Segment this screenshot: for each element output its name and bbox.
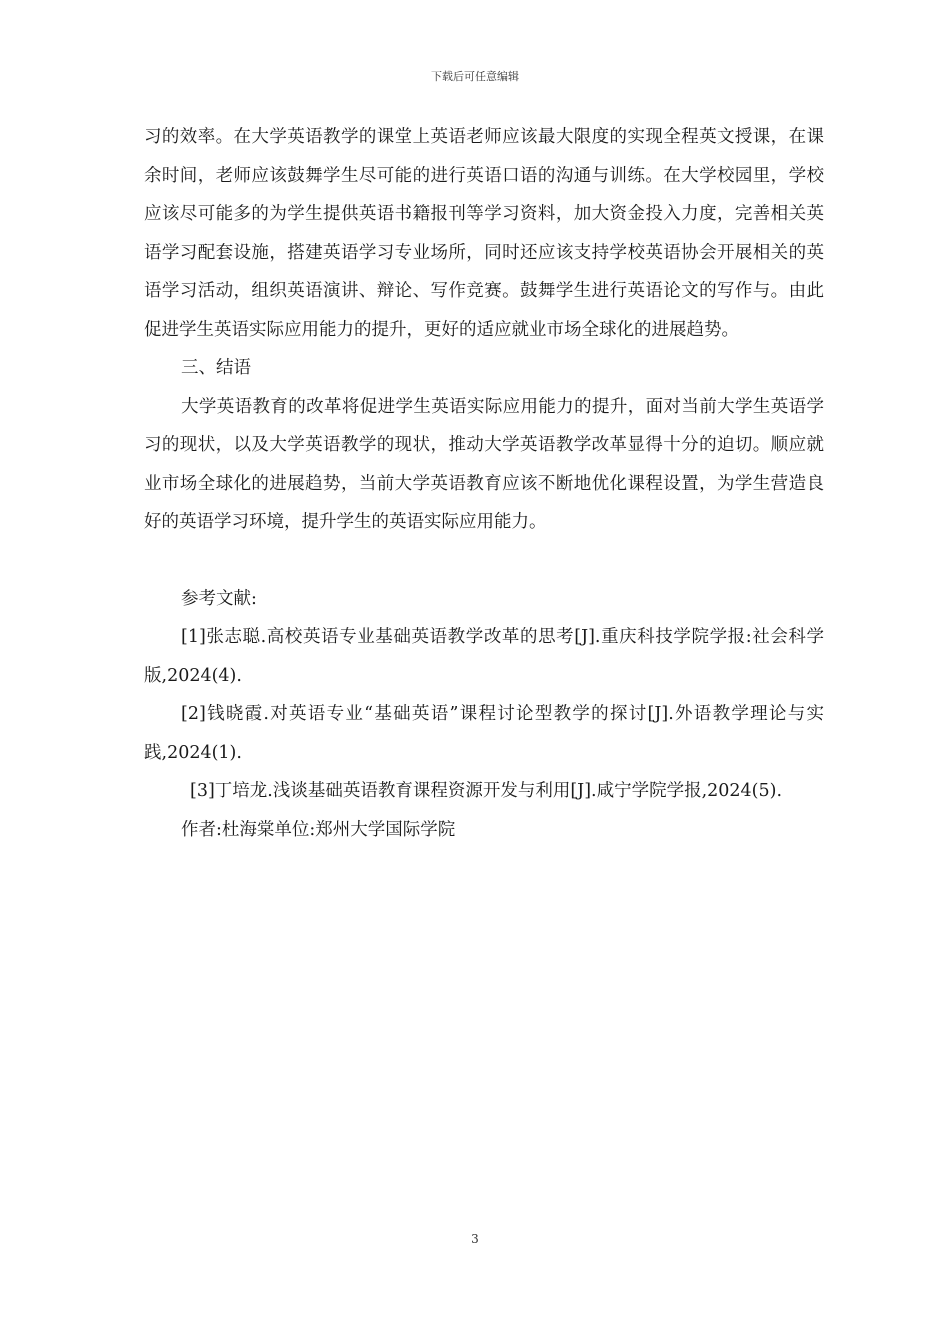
reference-item-1: [1]张志聪.高校英语专业基础英语教学改革的思考[J].重庆科技学院学报:社会科学版,2024(4). [144, 627, 824, 686]
document-body [144, 118, 824, 849]
page-number: 3 [471, 1232, 479, 1246]
spacer [144, 542, 824, 580]
references-title: 参考文献: [181, 588, 257, 609]
reference-item-2: [2]钱晓霞.对英语专业“基础英语”课程讨论型教学的探讨[J].外语教学理论与实践,2024(1). [144, 704, 824, 763]
page-header: 下载后可任意编辑 [431, 70, 519, 83]
body-paragraph-1: 习的效率。在大学英语教学的课堂上英语老师应该最大限度的实现全程英文授课，在课余时间，老师应该鼓舞学生尽可能的进行英语口语的沟通与训练。在大学校园里，学校应该尽可能多的为学生提供英语书籍报刊等学习资料，加大资金投入力度，完善相关英语学习配套设施，搭建英语学习专业场所，同时还应该支持学校英语协会开展相关的英语学习活动，组织英语演讲、辩论、写作竞赛。鼓舞学生进行英语论文的写作与。由此促进学生英语实际应用能力的提升，更好的适应就业市场全球化的进展趋势。 [144, 127, 824, 340]
author-info: 作者:杜海棠单位:郑州大学国际学院 [181, 819, 456, 840]
section-heading: 三、结语 [181, 358, 251, 378]
body-paragraph-2: 大学英语教育的改革将促进学生英语实际应用能力的提升，面对当前大学生英语学习的现状，以及大学英语教学的现状，推动大学英语教学改革显得十分的迫切。顺应就业市场全球化的进展趋势，当前大学英语教育应该不断地优化课程设置，为学生营造良好的英语学习环境，提升学生的英语实际应用能力。 [144, 396, 824, 532]
reference-item-3: [3]丁培龙.浅谈基础英语教育课程资源开发与利用[J].咸宁学院学报,2024(5). [190, 781, 783, 801]
